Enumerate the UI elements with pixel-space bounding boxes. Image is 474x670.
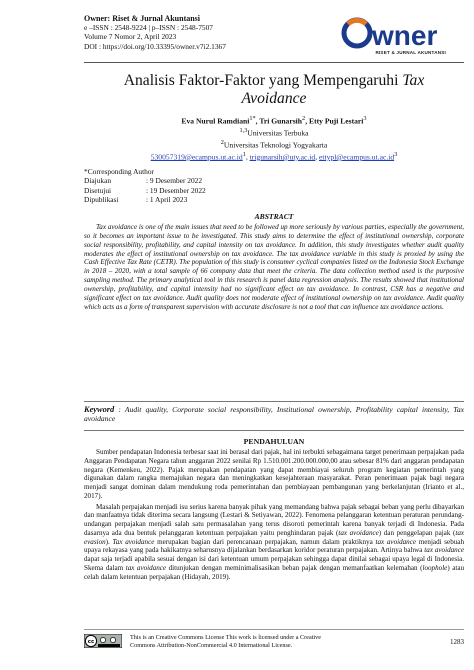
title-italic-1: Tax [402, 72, 425, 89]
email-link-3[interactable]: ettypl@ecampus.ut.ac.id [319, 152, 395, 162]
doi-line[interactable]: DOI : https://doi.org/10.33395/owner.v7i2.1367 [84, 41, 226, 51]
affiliation-2: $^2$Universitas Teknologi Yogyakarta [220, 138, 328, 150]
issn-line: e –ISSN : 2548-9224 | p–ISSN : 2548-7507 [84, 23, 213, 33]
affiliation-1: $^{1,3}$Universitas Terbuka [239, 126, 309, 138]
email-link-2[interactable]: trigunarsih@uty.ac.id [249, 152, 316, 162]
author-names: Eva Nurul Ramdiani$^{1*}$, Tri Gunarsih$^2$, Etty Puji Lestari$^3$ [181, 115, 367, 126]
keywords-text: : Audit quality, Corporate social responsibility, Institutional ownership, Profitability capital intensity, Tax avoidance [84, 405, 464, 424]
title-italic-2: Avoidance [241, 90, 307, 107]
logo-subtitle: RISET & JURNAL AKUNTANSI [375, 50, 446, 55]
submission-dates [84, 167, 206, 205]
abstract-text: Tax avoidance is one of the main issues that need to be followed up more seriously by various parties, especially the government, so it becomes an important issue to be investigated. This study aims to determine the effect of institutional ownership, corporate social responsibility, profitability, and capital intensity on tax avoidance. In addition, this study investigates whether audit quality moderates the effect of institutional ownership on tax avoidance. The tax avoidance variable in this study is proxied by using the Cash Effective Tax Rate (CETR). The population of this study is consumer cyclical companies listed on the Indonesia Stock Exchange in 2018 – 2020, with a total sample of 66 company data that meet the criteria. The data collection method used is the purposive sampling method. The primary analytical tool in this research is panel data regression analysis. The results showed that institutional ownership, profitability, and capital intensity had no significant effect on tax avoidance. In contrast, CSR has a negative and significant effect on tax avoidance. Audit quality does not moderate effect of institutional ownership on tax avoidance. Audit quality which acts as a form of transparent supervision with accurate disclosure is not a tool that can influence tax avoidance actions. [84, 223, 464, 311]
keywords [84, 405, 464, 424]
svg-text:cc: cc [87, 639, 95, 646]
body-text [84, 448, 464, 583]
section-heading: PENDAHULUAN [243, 437, 305, 446]
owner-logo-mark [340, 14, 450, 54]
footer-rule [84, 629, 464, 630]
keywords-top-rule [84, 401, 464, 402]
cc-by-nc-icon [84, 634, 122, 648]
journal-meta [84, 14, 226, 51]
license-text: This is an Creative Commons License This work is licensed under a Creative Commons Attribution-NonCommercial 4.0 International License. [130, 634, 321, 649]
email-link-1[interactable]: 530057319@ecampus.ut.ac.id [150, 152, 243, 162]
date-row: Diajukan : 9 Desember 2022 [84, 176, 203, 186]
authors-block [84, 114, 464, 162]
cc-license-badge[interactable] [84, 634, 122, 648]
date-row: Dipublikasi : 1 April 2023 [84, 195, 188, 205]
date-row: Disetujui : 19 Desember 2022 [84, 185, 206, 195]
svg-text:wner: wner [372, 20, 438, 51]
paragraph-2: Masalah perpajakan menjadi isu serius karena banyak pihak yang memandang bahwa pajak sebagai beban yang perlu dibayarkan dan manfaatnya tidak diterima secara langsung (Lestari & Setiyawan, 2022). Fenomena pelanggaran ketentuan peraturan perundang-undangan perpajakan menjadi salah satu permasalahan yang terus disoroti pemerintah karena banyak terjadi di Indonesia. Pada dasarnya ada dua bentuk pelanggaran ketentuan perpajakan yaitu penghindaran pajak (tax avoidance) dan penggelapan pajak (tax evasion). Tax avoidance merupakan bagian dari perencanaan perpajakan, namun dalam praktiknya tax avoidance menjadi sebuah upaya rekayasa yang pada hakikatnya seharusnya dijalankan berdasarkan koridor peraturan perpajakan. Artinya bahwa tax avoidance dapat saja terjadi apabila sesuai dengan isi dari ketentuan umum perpajakan sehingga dapat dinilai sebagai upaya legal di Indonesia. Skema dalam tax avoidance ditunjukan dengan meminimalisasikan beban pajak dengan memanfaatkan kelemahan (loophole) atau celah dalam ketentuan perpajakan (Hidayah, 2019). [84, 502, 465, 581]
journal-name: Owner: Riset & Jurnal Akuntansi [84, 14, 201, 23]
header-divider [84, 62, 464, 63]
volume-line: Volume 7 Nomor 2, April 2023 [84, 32, 177, 42]
keywords-label: Keyword [84, 405, 115, 414]
journal-header [84, 14, 464, 64]
corresponding-author-note: *Corresponding Author [84, 167, 155, 176]
abstract-heading: ABSTRACT [254, 212, 294, 221]
title-prefix: Analisis Faktor-Faktor yang Mempengaruhi [123, 72, 403, 89]
keywords-bottom-rule [84, 430, 464, 431]
owner-logo [340, 14, 450, 58]
article-title [84, 72, 464, 108]
paragraph-1: Sumber pendapatan Indonesia terbesar saat ini berasal dari pajak, hal ini terbukti sebagaimana target penerimaan perpajakan pada Anggaran Pendapatan Negara tahun anggaran 2022 senilai Rp 1.510.001.200.000.000,00 atau sebesar 81% dari anggaran pendapatan negara (Kemenkeu, 2022). Pajak merupakan pendapatan yang dapat membiayai seluruh program kegiatan pemerintah yang digunakan dalam rangka memajukan negara dan meningkatkan kesejahteraan masyarakat. Peran penerimaan pajak bagi negara menjadi sangat dominan dalam mendukung roda pemerintahan dan pembiayaan pembangunan yang berkelanjutan (Irianto et al., 2017). [84, 448, 464, 500]
page-number: 1283 [450, 638, 464, 646]
emails: $530057319@ecampus.ut.ac.id^1$, trigunarsih@uty.ac.id, $ettypl@ecampus.ut.ac.id^3$ [150, 150, 398, 162]
